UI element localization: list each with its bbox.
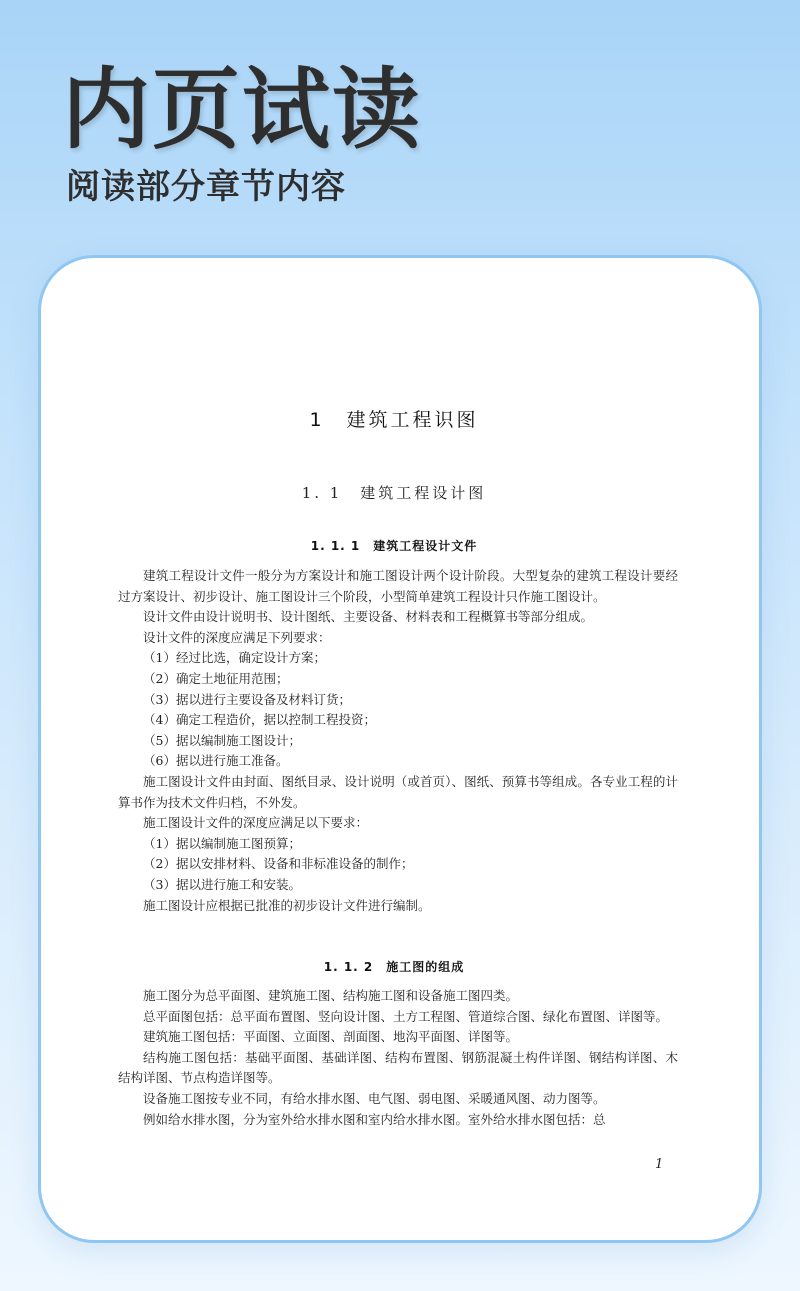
list-item: （2）确定土地征用范围； xyxy=(143,670,289,686)
body-block xyxy=(118,566,678,916)
list-item: （2）据以安排材料、设备和非标准设备的制作； xyxy=(143,856,414,872)
list-item: （3）据以进行主要设备及材料订货； xyxy=(143,691,351,707)
paragraph: 建筑工程设计文件一般分为方案设计和施工图设计两个设计阶段。大型复杂的建筑工程设计要经过方案设计、初步设计、施工图设计三个阶段，小型简单建筑工程设计只作施工图设计。 xyxy=(118,568,678,604)
list-item: （5）据以编制施工图设计； xyxy=(143,732,301,748)
header-subtitle: 阅读部分章节内容 xyxy=(66,167,346,207)
paragraph: 施工图设计文件由封面、图纸目录、设计说明（或首页）、图纸、预算书等组成。各专业工程的计算书作为技术文件归档，不外发。 xyxy=(118,773,678,810)
subsection-title: 1. 1. 1 建筑工程设计文件 xyxy=(310,539,478,553)
list-item: （6）据以进行施工准备。 xyxy=(143,753,289,769)
list-item: （3）据以进行施工和安装。 xyxy=(143,876,301,892)
list-item: （1）据以编制施工图预算； xyxy=(143,835,301,851)
body-block xyxy=(118,986,678,1130)
page-number: 1 xyxy=(655,1157,664,1172)
subsection-title: 1. 1. 2 施工图的组成 xyxy=(323,960,465,974)
paragraph: 施工图分为总平面图、建筑施工图、结构施工图和设备施工图四类。 xyxy=(143,988,519,1003)
paragraph: 施工图设计文件的深度应满足以下要求： xyxy=(143,815,369,831)
list-item: （1）经过比选，确定设计方案； xyxy=(143,650,326,666)
paragraph: 结构施工图包括：基础平面图、基础详图、结构布置图、钢筋混凝土构件详图、钢结构详图、木结构详图、节点构造详图等。 xyxy=(118,1049,678,1086)
paragraph: 例如给水排水图，分为室外给水排水图和室内给水排水图。室外给水排水图包括：总 xyxy=(143,1111,606,1127)
header-title: 内页试读 xyxy=(62,58,423,161)
chapter-title: 1 建筑工程识图 xyxy=(309,409,479,431)
paragraph: 施工图设计应根据已批准的初步设计文件进行编制。 xyxy=(143,897,431,913)
paragraph: 设备施工图按专业不同，有给水排水图、电气图、弱电图、采暖通风图、动力图等。 xyxy=(143,1090,606,1106)
paragraph: 设计文件的深度应满足下列要求： xyxy=(143,629,331,645)
paragraph: 总平面图包括：总平面布置图、竖向设计图、土方工程图、管道综合图、绿化布置图、详图等。 xyxy=(143,1008,669,1024)
paragraph: 设计文件由设计说明书、设计图纸、主要设备、材料表和工程概算书等部分组成。 xyxy=(143,609,594,625)
section-title: 1. 1 建筑工程设计图 xyxy=(301,484,487,502)
list-item: （4）确定工程造价，据以控制工程投资； xyxy=(143,712,376,728)
paragraph: 建筑施工图包括：平面图、立面图、剖面图、地沟平面图、详图等。 xyxy=(143,1029,519,1045)
